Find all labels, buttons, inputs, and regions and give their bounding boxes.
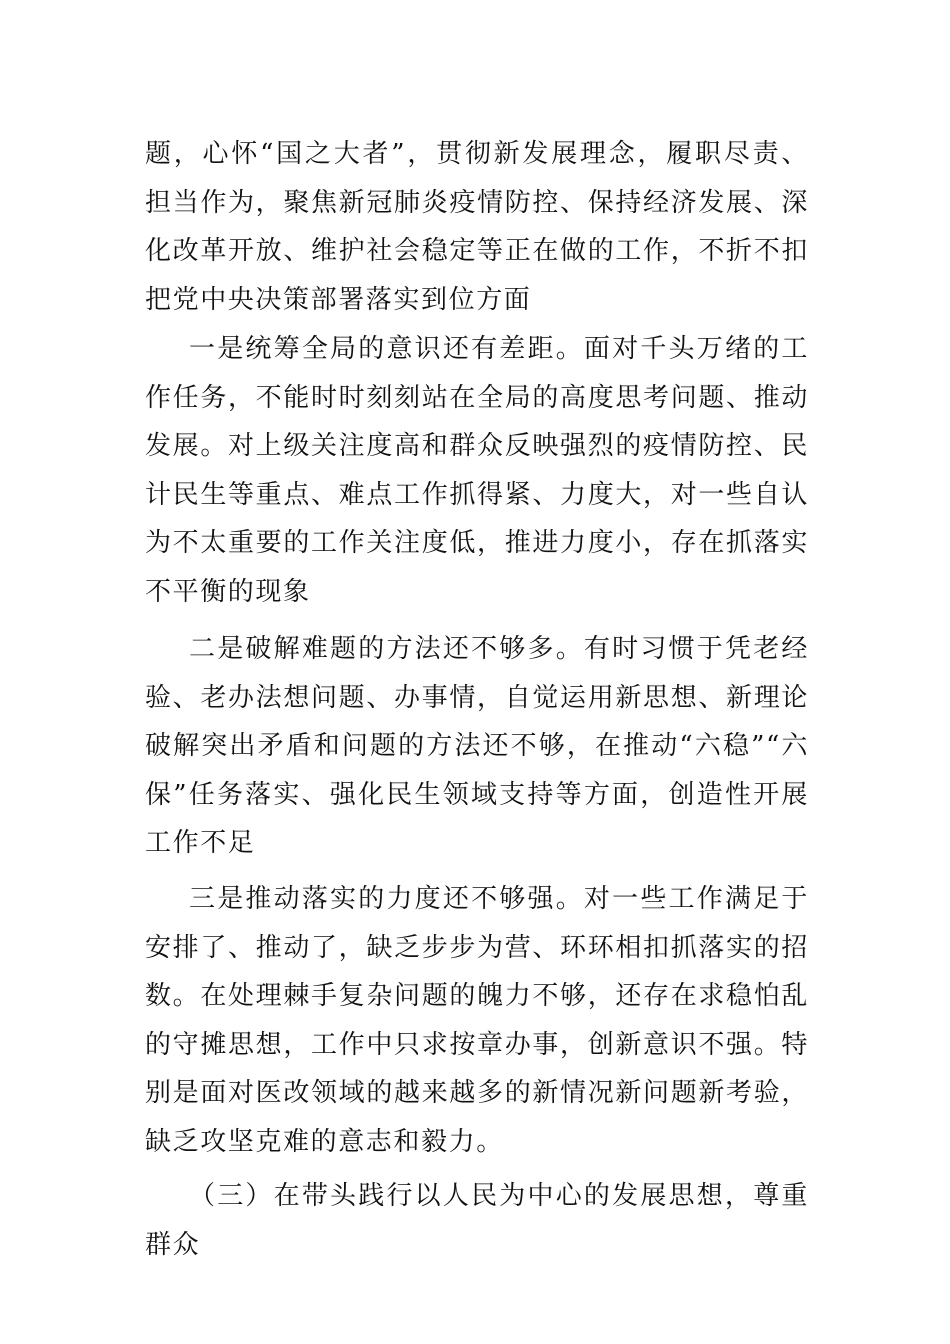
section-heading-three: （三）在带头践行以人民为中心的发展思想，尊重群众 — [145, 1181, 809, 1260]
paragraph-point-two: 二是破解难题的方法还不够多。有时习惯于凭老经验、老办法想问题、办事情，自觉运用新思想、新理论破解突出矛盾和问题的方法还不够，在推动“六稳”“六保”任务落实、强化民生领域支持等方面，创造性开展工作不足 — [145, 634, 809, 858]
paragraph-point-three: 三是推动落实的力度还不够强。对一些工作满足于安排了、推动了，缺乏步步为营、环环相扣抓落实的招数。在处理棘手复杂问题的魄力不够，还存在求稳怕乱的守摊思想，工作中只求按章办事，创新意识不强。特别是面对医改领域的越来越多的新情况新问题新考验，缺乏攻坚克难的意志和毅力。 — [145, 884, 809, 1157]
paragraph-point-one: 一是统筹全局的意识还有差距。面对千头万绪的工作任务，不能时时刻刻站在全局的高度思考问题、推动发展。对上级关注度高和群众反映强烈的疫情防控、民计民生等重点、难点工作抓得紧、力度大，对一些自认为不太重要的工作关注度低，推进力度小，存在抓落实不平衡的现象 — [145, 334, 809, 607]
paragraph-continuation: 题，心怀“国之大者”，贯彻新发展理念，履职尽责、担当作为，聚焦新冠肺炎疫情防控、保持经济发展、深化改革开放、维护社会稳定等正在做的工作，不折不扣把党中央决策部署落实到位方面 — [145, 139, 809, 315]
